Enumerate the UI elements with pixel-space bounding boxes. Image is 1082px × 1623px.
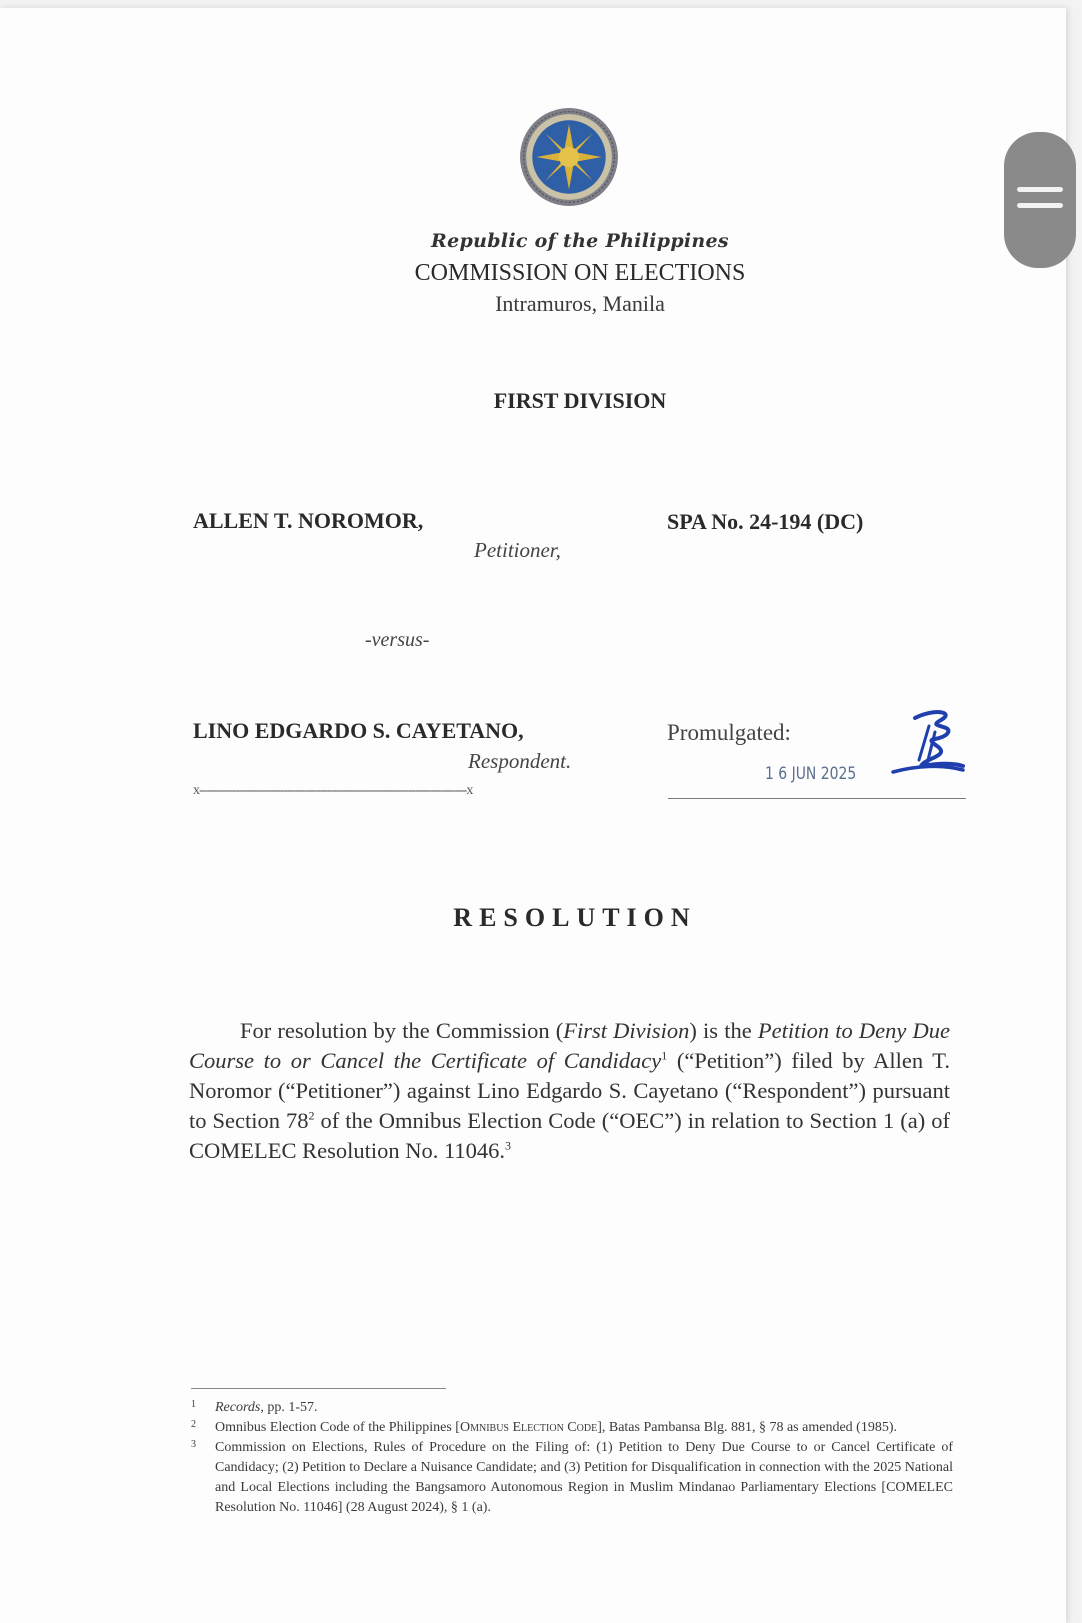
- resolution-title: RESOLUTION: [453, 903, 697, 932]
- versus-label: -versus-: [365, 629, 430, 651]
- footnote-2: [191, 1418, 953, 1438]
- promulgated-label: Promulgated:: [667, 720, 791, 745]
- footnote-number: 1: [191, 1399, 196, 1410]
- body-italic-petition-title: Petition to Deny Due Course to or Cancel the Certificate of Candidacy: [189, 1017, 950, 1073]
- promulgated-line: [668, 798, 966, 799]
- promulgated-date-stamp: 1 6 JUN 2025: [765, 764, 857, 784]
- signature-icon: [885, 706, 965, 784]
- petitioner-role: Petitioner,: [474, 538, 561, 562]
- location-heading: Intramuros, Manila: [495, 291, 665, 316]
- caption-divider: x-------------------------------------------------------------------------x: [193, 783, 473, 798]
- body-text-1: For resolution by the Commission (: [240, 1017, 564, 1043]
- hamburger-menu-icon: [1017, 187, 1063, 192]
- footnote-text: ], Batas Pambansa Blg. 881, § 78 as amended (1985).: [597, 1420, 897, 1435]
- footnote-italic: Records: [215, 1400, 261, 1415]
- footnote-ref-3[interactable]: 3: [505, 1138, 512, 1152]
- footnote-divider: [191, 1388, 446, 1389]
- footnote-text: Omnibus Election Code of the Philippines [: [215, 1420, 460, 1435]
- footnote-text: , pp. 1-57.: [260, 1400, 318, 1415]
- footnote-text: Commission on Elections, Rules of Procedure on the Filing of: (1) Petition to Deny Due Course to or Cancel Certificate of Candidacy; (2) Petition to Declare a Nuisance Candidate; and (3) Petition for Disqualification in connection with the 2025 National and Local Elections including the Bangsamoro Autonomous Region in Muslim Mindanao Parliamentary Elections [COMELEC Resolution No. 11046] (28 August 2024), § 1 (a).: [215, 1440, 953, 1515]
- footnote-3: [191, 1438, 953, 1518]
- footnote-ref-1[interactable]: 1: [661, 1048, 668, 1062]
- footnote-number: 2: [191, 1419, 196, 1430]
- footnote-small-caps: Omnibus Election Code: [459, 1420, 598, 1435]
- footnote-1: [191, 1398, 953, 1418]
- footnote-number: 3: [191, 1439, 196, 1450]
- body-italic-division: First Division: [563, 1017, 690, 1043]
- hamburger-menu-icon: [1017, 203, 1063, 208]
- body-text-2: ) is the: [689, 1017, 758, 1043]
- division-heading: FIRST DIVISION: [493, 388, 667, 413]
- republic-heading: Republic of the Philippines: [431, 230, 729, 252]
- resolution-body-paragraph: [189, 1016, 950, 1166]
- case-number: SPA No. 24-194 (DC): [667, 509, 864, 534]
- menu-button[interactable]: [1004, 132, 1076, 268]
- footnote-ref-2[interactable]: 2: [308, 1108, 315, 1122]
- body-text-3: (“Petition”) filed by Allen T. Noromor (“Petitioner”) against Lino Edgardo S. Cayetano (“Respondent”) pursuant to Section 78: [189, 1047, 950, 1133]
- commission-heading: COMMISSION ON ELECTIONS: [414, 260, 746, 286]
- petitioner-name: ALLEN T. NOROMOR,: [193, 508, 424, 533]
- respondent-role: Respondent.: [468, 749, 572, 773]
- footnotes: [191, 1398, 953, 1518]
- comelec-seal-icon: [518, 106, 620, 208]
- body-text-4: of the Omnibus Election Code (“OEC”) in relation to Section 1 (a) of COMELEC Resolution No. 11046.: [189, 1107, 950, 1163]
- document-page: [0, 8, 1066, 1623]
- respondent-name: LINO EDGARDO S. CAYETANO,: [193, 718, 524, 743]
